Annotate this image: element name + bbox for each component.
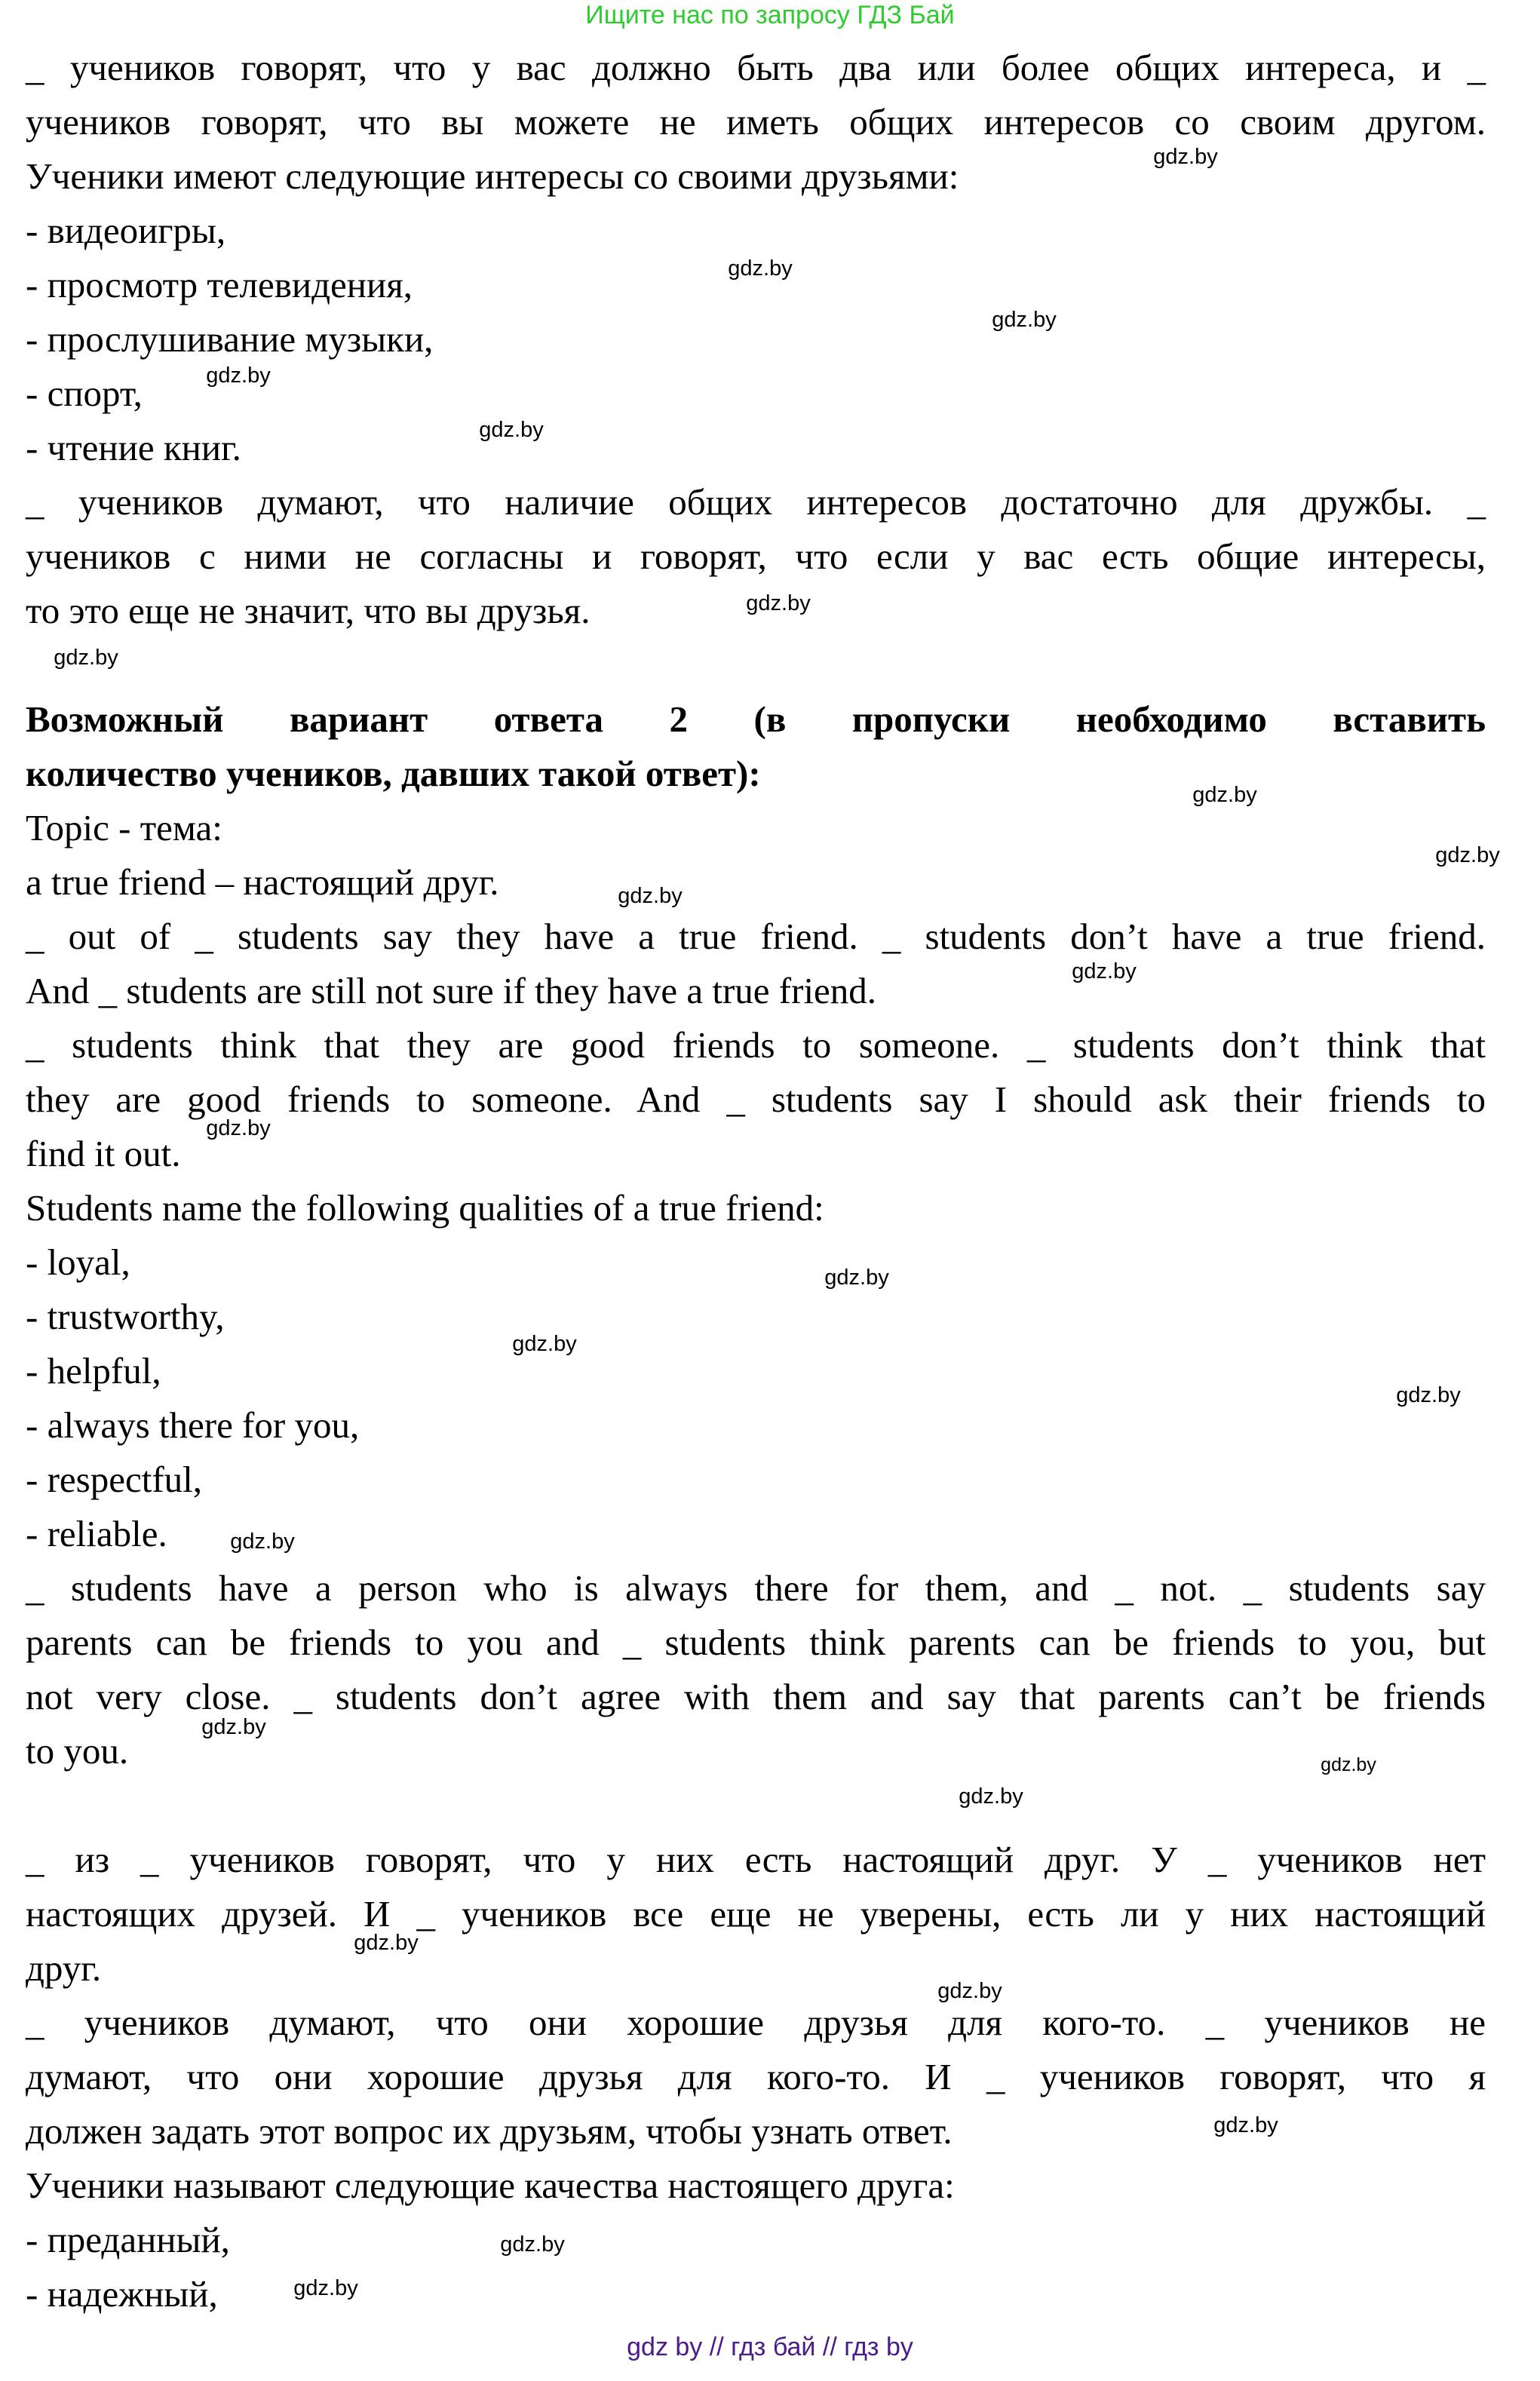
watermark: gdz.by [937,1979,1002,2003]
watermark: gdz.by [54,646,118,670]
watermark: gdz.by [230,1530,295,1554]
watermark: gdz.by [201,1715,266,1739]
text-line: думают, что они хорошие друзья для кого-то. И _ учеников говорят, что я [26,2056,1486,2097]
text-line: должен задать этот вопрос их друзьям, чтобы узнать ответ. [26,2110,953,2152]
text-line: to you. [26,1730,129,1772]
text-line: учеников с ними не согласны и говорят, что если у вас есть общие интересы, [26,535,1486,577]
watermark: gdz.by [824,1266,889,1290]
text-line [26,1778,1486,1833]
text-line: - преданный, [26,2219,230,2260]
text-line: Topic - тема: [26,807,222,848]
text-line: друг. [26,1947,102,1989]
text-line: find it out. [26,1133,181,1174]
watermark: gdz.by [959,1784,1023,1809]
watermark: gdz.by [1213,2113,1278,2137]
footer-links: gdz by // гдз бай // гдз by [627,2333,913,2361]
text-line: _ учеников говорят, что у вас должно быть два или более общих интереса, и _ [26,47,1486,88]
text-line: - прослушивание музыки, [26,318,434,360]
text-line: - спорт, [26,373,143,414]
watermark: gdz.by [354,1931,419,1955]
watermark: gdz.by [1072,959,1137,983]
watermark: gdz.by [1396,1383,1461,1407]
text-line: - trustworthy, [26,1296,225,1337]
text-line: Students name the following qualities of a true friend: [26,1187,824,1229]
section-heading-line: количество учеников, давших такой ответ): [26,753,761,794]
text-line: - reliable. [26,1513,167,1554]
text-line: настоящих друзей. И _ учеников все еще не уверены, есть ли у них настоящий [26,1893,1486,1935]
watermark: gdz.by [992,308,1057,332]
text-line: то это еще не значит, что вы друзья. [26,590,591,631]
text-line: _ учеников думают, что наличие общих интересов достаточно для дружбы. _ [26,481,1486,523]
watermark: gdz.by [618,884,683,908]
watermark: gdz.by [1192,783,1257,807]
text-line: учеников говорят, что вы можете не иметь общих интересов со своим другом. [26,101,1486,143]
text-line: Ученики имеют следующие интересы со своими друзьями: [26,155,959,197]
watermark: gdz.by [479,418,544,442]
watermark: gdz.by [512,1332,577,1356]
text-line: - helpful, [26,1350,161,1391]
watermark: gdz.by [746,591,811,615]
text-line: _ students have a person who is always there for them, and _ not. _ students say [26,1567,1486,1609]
text-line: _ out of _ students say they have a true friend. _ students don’t have a true friend. [26,916,1486,957]
text-line: - loyal, [26,1241,130,1283]
watermark: gdz.by [1153,145,1218,169]
text-line: - always there for you, [26,1404,360,1446]
watermark: gdz.by [1321,1754,1376,1775]
watermark: gdz.by [728,256,793,281]
text-line: _ учеников думают, что они хорошие друзья для кого-то. _ учеников не [26,2002,1486,2043]
text-line: - видеоигры, [26,210,226,251]
watermark: gdz.by [206,1116,271,1140]
watermark: gdz.by [1435,843,1500,867]
text-line: - respectful, [26,1459,202,1500]
header-banner: Ищите нас по запросу ГДЗ Бай [585,1,955,29]
text-line: And _ students are still not sure if they have a true friend. [26,970,877,1011]
text-line: _ из _ учеников говорят, что у них есть настоящий друг. У _ учеников нет [26,1839,1486,1880]
text-line: parents can be friends to you and _ students think parents can be friends to you, but [26,1622,1486,1663]
text-line: - просмотр телевидения, [26,264,413,305]
text-line: - чтение книг. [26,427,241,468]
text-line: _ students think that they are good friends to someone. _ students don’t think that [26,1024,1486,1066]
watermark: gdz.by [500,2232,565,2257]
section-heading-line: Возможный вариант ответа 2 (в пропуски необходимо вставить [26,698,1486,740]
watermark: gdz.by [293,2276,358,2300]
text-line: a true friend – настоящий друг. [26,861,499,903]
watermark: gdz.by [206,364,271,388]
text-line: Ученики называют следующие качества настоящего друга: [26,2165,955,2206]
text-line [26,638,1486,692]
text-line: - надежный, [26,2273,218,2315]
text-line: they are good friends to someone. And _ students say I should ask their friends to [26,1079,1486,1120]
text-line: not very close. _ students don’t agree with them and say that parents can’t be friends [26,1676,1486,1717]
